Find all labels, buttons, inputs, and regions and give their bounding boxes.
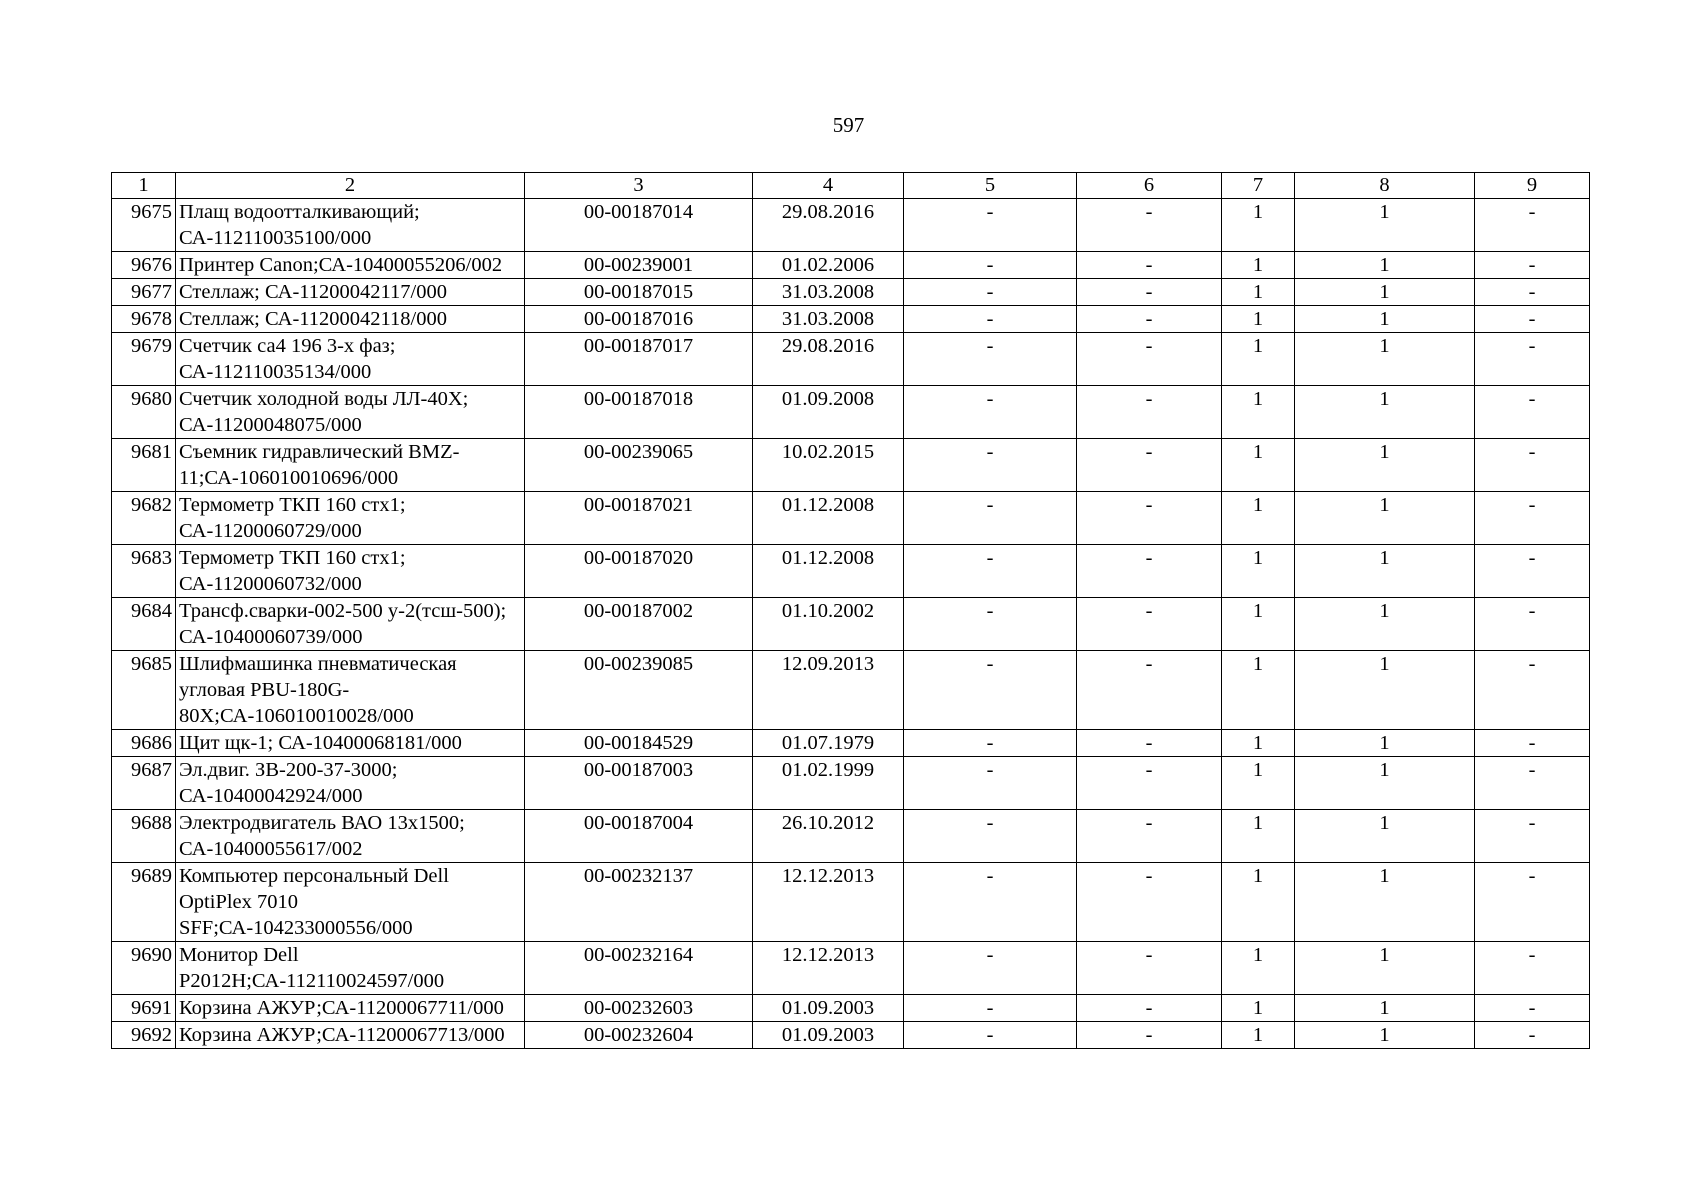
column-8-cell: 1 xyxy=(1295,730,1475,757)
column-8-cell: 1 xyxy=(1295,863,1475,942)
row-number-cell: 9691 xyxy=(112,995,176,1022)
column-7-cell: 1 xyxy=(1222,386,1295,439)
date-cell: 29.08.2016 xyxy=(753,333,904,386)
column-7-cell: 1 xyxy=(1222,757,1295,810)
table-row xyxy=(112,306,1590,333)
table-row xyxy=(112,598,1590,651)
column-header-2: 2 xyxy=(176,173,525,199)
column-9-cell: - xyxy=(1475,492,1590,545)
row-number-cell: 9686 xyxy=(112,730,176,757)
item-name-cell: Термометр ТКП 160 стх1; СА-11200060729/000 xyxy=(176,492,525,545)
item-name-cell: Трансф.сварки-002-500 у-2(тсш-500); СА-10400060739/000 xyxy=(176,598,525,651)
row-number-cell: 9682 xyxy=(112,492,176,545)
column-8-cell: 1 xyxy=(1295,651,1475,730)
inventory-code-cell: 00-00187004 xyxy=(525,810,753,863)
column-8-cell: 1 xyxy=(1295,598,1475,651)
row-number-cell: 9677 xyxy=(112,279,176,306)
date-cell: 31.03.2008 xyxy=(753,306,904,333)
row-number-cell: 9676 xyxy=(112,252,176,279)
column-8-cell: 1 xyxy=(1295,386,1475,439)
column-9-cell: - xyxy=(1475,757,1590,810)
column-8-cell: 1 xyxy=(1295,306,1475,333)
column-5-cell: - xyxy=(904,863,1077,942)
inventory-code-cell: 00-00187002 xyxy=(525,598,753,651)
row-number-cell: 9692 xyxy=(112,1022,176,1049)
row-number-cell: 9679 xyxy=(112,333,176,386)
row-number-cell: 9681 xyxy=(112,439,176,492)
column-8-cell: 1 xyxy=(1295,252,1475,279)
column-9-cell: - xyxy=(1475,598,1590,651)
column-9-cell: - xyxy=(1475,545,1590,598)
table-row xyxy=(112,439,1590,492)
header-row xyxy=(112,173,1590,199)
column-7-cell: 1 xyxy=(1222,492,1295,545)
column-5-cell: - xyxy=(904,279,1077,306)
column-6-cell: - xyxy=(1077,545,1222,598)
item-name-cell: Термометр ТКП 160 стх1; СА-11200060732/000 xyxy=(176,545,525,598)
inventory-code-cell: 00-00232604 xyxy=(525,1022,753,1049)
column-8-cell: 1 xyxy=(1295,439,1475,492)
item-name-cell: Эл.двиг. ЗВ-200-37-3000; СА-10400042924/000 xyxy=(176,757,525,810)
column-7-cell: 1 xyxy=(1222,306,1295,333)
table-row xyxy=(112,1022,1590,1049)
column-8-cell: 1 xyxy=(1295,333,1475,386)
column-8-cell: 1 xyxy=(1295,492,1475,545)
column-7-cell: 1 xyxy=(1222,199,1295,252)
column-5-cell: - xyxy=(904,730,1077,757)
table-row xyxy=(112,757,1590,810)
table-row xyxy=(112,279,1590,306)
date-cell: 12.09.2013 xyxy=(753,651,904,730)
row-number-cell: 9690 xyxy=(112,942,176,995)
column-9-cell: - xyxy=(1475,333,1590,386)
column-6-cell: - xyxy=(1077,439,1222,492)
item-name-cell: Счетчик са4 196 3-х фаз; СА-112110035134/000 xyxy=(176,333,525,386)
column-8-cell: 1 xyxy=(1295,199,1475,252)
column-9-cell: - xyxy=(1475,651,1590,730)
column-7-cell: 1 xyxy=(1222,651,1295,730)
column-7-cell: 1 xyxy=(1222,1022,1295,1049)
inventory-code-cell: 00-00232164 xyxy=(525,942,753,995)
item-name-cell: Шлифмашинка пневматическая угловая PBU-180G-80X;СА-106010010028/000 xyxy=(176,651,525,730)
column-8-cell: 1 xyxy=(1295,545,1475,598)
row-number-cell: 9678 xyxy=(112,306,176,333)
inventory-code-cell: 00-00239001 xyxy=(525,252,753,279)
item-name-cell: Съемник гидравлический BMZ-11;СА-106010010696/000 xyxy=(176,439,525,492)
table-row xyxy=(112,863,1590,942)
column-8-cell: 1 xyxy=(1295,995,1475,1022)
date-cell: 01.02.2006 xyxy=(753,252,904,279)
item-name-cell: Корзина АЖУР;СА-11200067711/000 xyxy=(176,995,525,1022)
item-name-cell: Счетчик холодной воды ЛЛ-40Х; СА-11200048075/000 xyxy=(176,386,525,439)
date-cell: 01.12.2008 xyxy=(753,492,904,545)
date-cell: 26.10.2012 xyxy=(753,810,904,863)
date-cell: 31.03.2008 xyxy=(753,279,904,306)
column-9-cell: - xyxy=(1475,439,1590,492)
date-cell: 01.12.2008 xyxy=(753,545,904,598)
table-body xyxy=(112,199,1590,1049)
inventory-code-cell: 00-00187017 xyxy=(525,333,753,386)
column-5-cell: - xyxy=(904,1022,1077,1049)
inventory-code-cell: 00-00184529 xyxy=(525,730,753,757)
column-7-cell: 1 xyxy=(1222,439,1295,492)
column-7-cell: 1 xyxy=(1222,252,1295,279)
table-row xyxy=(112,333,1590,386)
column-header-9: 9 xyxy=(1475,173,1590,199)
column-9-cell: - xyxy=(1475,730,1590,757)
inventory-code-cell: 00-00187015 xyxy=(525,279,753,306)
column-9-cell: - xyxy=(1475,863,1590,942)
item-name-cell: Монитор Dell P2012H;СА-112110024597/000 xyxy=(176,942,525,995)
column-header-6: 6 xyxy=(1077,173,1222,199)
table-row xyxy=(112,995,1590,1022)
column-7-cell: 1 xyxy=(1222,810,1295,863)
date-cell: 01.07.1979 xyxy=(753,730,904,757)
column-header-8: 8 xyxy=(1295,173,1475,199)
item-name-cell: Электродвигатель ВАО 13х1500; СА-10400055617/002 xyxy=(176,810,525,863)
column-6-cell: - xyxy=(1077,386,1222,439)
date-cell: 01.09.2003 xyxy=(753,1022,904,1049)
date-cell: 12.12.2013 xyxy=(753,942,904,995)
row-number-cell: 9689 xyxy=(112,863,176,942)
column-6-cell: - xyxy=(1077,730,1222,757)
column-9-cell: - xyxy=(1475,810,1590,863)
item-name-cell: Корзина АЖУР;СА-11200067713/000 xyxy=(176,1022,525,1049)
date-cell: 29.08.2016 xyxy=(753,199,904,252)
table-row xyxy=(112,651,1590,730)
table-row xyxy=(112,492,1590,545)
column-6-cell: - xyxy=(1077,199,1222,252)
item-name-cell: Стеллаж; СА-11200042118/000 xyxy=(176,306,525,333)
column-6-cell: - xyxy=(1077,757,1222,810)
column-6-cell: - xyxy=(1077,306,1222,333)
column-8-cell: 1 xyxy=(1295,279,1475,306)
column-6-cell: - xyxy=(1077,333,1222,386)
row-number-cell: 9684 xyxy=(112,598,176,651)
column-header-4: 4 xyxy=(753,173,904,199)
inventory-code-cell: 00-00232137 xyxy=(525,863,753,942)
column-9-cell: - xyxy=(1475,1022,1590,1049)
column-6-cell: - xyxy=(1077,810,1222,863)
column-6-cell: - xyxy=(1077,598,1222,651)
inventory-code-cell: 00-00187018 xyxy=(525,386,753,439)
column-7-cell: 1 xyxy=(1222,995,1295,1022)
inventory-code-cell: 00-00239065 xyxy=(525,439,753,492)
row-number-cell: 9683 xyxy=(112,545,176,598)
column-5-cell: - xyxy=(904,492,1077,545)
column-6-cell: - xyxy=(1077,1022,1222,1049)
column-7-cell: 1 xyxy=(1222,279,1295,306)
column-7-cell: 1 xyxy=(1222,545,1295,598)
item-name-cell: Плащ водоотталкивающий; СА-112110035100/000 xyxy=(176,199,525,252)
date-cell: 12.12.2013 xyxy=(753,863,904,942)
column-5-cell: - xyxy=(904,651,1077,730)
column-9-cell: - xyxy=(1475,386,1590,439)
inventory-code-cell: 00-00187014 xyxy=(525,199,753,252)
column-6-cell: - xyxy=(1077,651,1222,730)
column-9-cell: - xyxy=(1475,995,1590,1022)
table-row xyxy=(112,252,1590,279)
inventory-code-cell: 00-00187021 xyxy=(525,492,753,545)
table-row xyxy=(112,199,1590,252)
column-9-cell: - xyxy=(1475,279,1590,306)
asset-register-table xyxy=(111,172,1590,1049)
column-9-cell: - xyxy=(1475,252,1590,279)
column-6-cell: - xyxy=(1077,252,1222,279)
inventory-code-cell: 00-00187003 xyxy=(525,757,753,810)
column-5-cell: - xyxy=(904,757,1077,810)
column-header-1: 1 xyxy=(112,173,176,199)
column-5-cell: - xyxy=(904,439,1077,492)
page-number: 597 xyxy=(832,113,865,137)
column-8-cell: 1 xyxy=(1295,810,1475,863)
item-name-cell: Принтер Canon;СА-10400055206/002 xyxy=(176,252,525,279)
row-number-cell: 9680 xyxy=(112,386,176,439)
column-5-cell: - xyxy=(904,810,1077,863)
column-9-cell: - xyxy=(1475,199,1590,252)
table-row xyxy=(112,545,1590,598)
row-number-cell: 9687 xyxy=(112,757,176,810)
column-6-cell: - xyxy=(1077,279,1222,306)
column-7-cell: 1 xyxy=(1222,730,1295,757)
date-cell: 01.02.1999 xyxy=(753,757,904,810)
date-cell: 01.09.2003 xyxy=(753,995,904,1022)
table-row xyxy=(112,810,1590,863)
inventory-code-cell: 00-00239085 xyxy=(525,651,753,730)
column-8-cell: 1 xyxy=(1295,1022,1475,1049)
date-cell: 10.02.2015 xyxy=(753,439,904,492)
column-6-cell: - xyxy=(1077,863,1222,942)
column-5-cell: - xyxy=(904,545,1077,598)
column-7-cell: 1 xyxy=(1222,598,1295,651)
inventory-code-cell: 00-00187020 xyxy=(525,545,753,598)
column-5-cell: - xyxy=(904,306,1077,333)
column-8-cell: 1 xyxy=(1295,942,1475,995)
column-5-cell: - xyxy=(904,252,1077,279)
column-9-cell: - xyxy=(1475,306,1590,333)
column-5-cell: - xyxy=(904,995,1077,1022)
inventory-code-cell: 00-00232603 xyxy=(525,995,753,1022)
column-header-5: 5 xyxy=(904,173,1077,199)
table-row xyxy=(112,730,1590,757)
column-5-cell: - xyxy=(904,942,1077,995)
date-cell: 01.09.2008 xyxy=(753,386,904,439)
table-row xyxy=(112,386,1590,439)
item-name-cell: Компьютер персональный Dell OptiPlex 7010 SFF;СА-104233000556/000 xyxy=(176,863,525,942)
date-cell: 01.10.2002 xyxy=(753,598,904,651)
item-name-cell: Стеллаж; СА-11200042117/000 xyxy=(176,279,525,306)
column-6-cell: - xyxy=(1077,995,1222,1022)
column-5-cell: - xyxy=(904,333,1077,386)
column-7-cell: 1 xyxy=(1222,863,1295,942)
column-5-cell: - xyxy=(904,199,1077,252)
item-name-cell: Щит щк-1; СА-10400068181/000 xyxy=(176,730,525,757)
table-row xyxy=(112,942,1590,995)
row-number-cell: 9685 xyxy=(112,651,176,730)
column-6-cell: - xyxy=(1077,942,1222,995)
column-9-cell: - xyxy=(1475,942,1590,995)
column-8-cell: 1 xyxy=(1295,757,1475,810)
column-header-3: 3 xyxy=(525,173,753,199)
row-number-cell: 9688 xyxy=(112,810,176,863)
inventory-code-cell: 00-00187016 xyxy=(525,306,753,333)
column-7-cell: 1 xyxy=(1222,942,1295,995)
row-number-cell: 9675 xyxy=(112,199,176,252)
column-5-cell: - xyxy=(904,386,1077,439)
column-7-cell: 1 xyxy=(1222,333,1295,386)
column-header-7: 7 xyxy=(1222,173,1295,199)
column-6-cell: - xyxy=(1077,492,1222,545)
column-5-cell: - xyxy=(904,598,1077,651)
